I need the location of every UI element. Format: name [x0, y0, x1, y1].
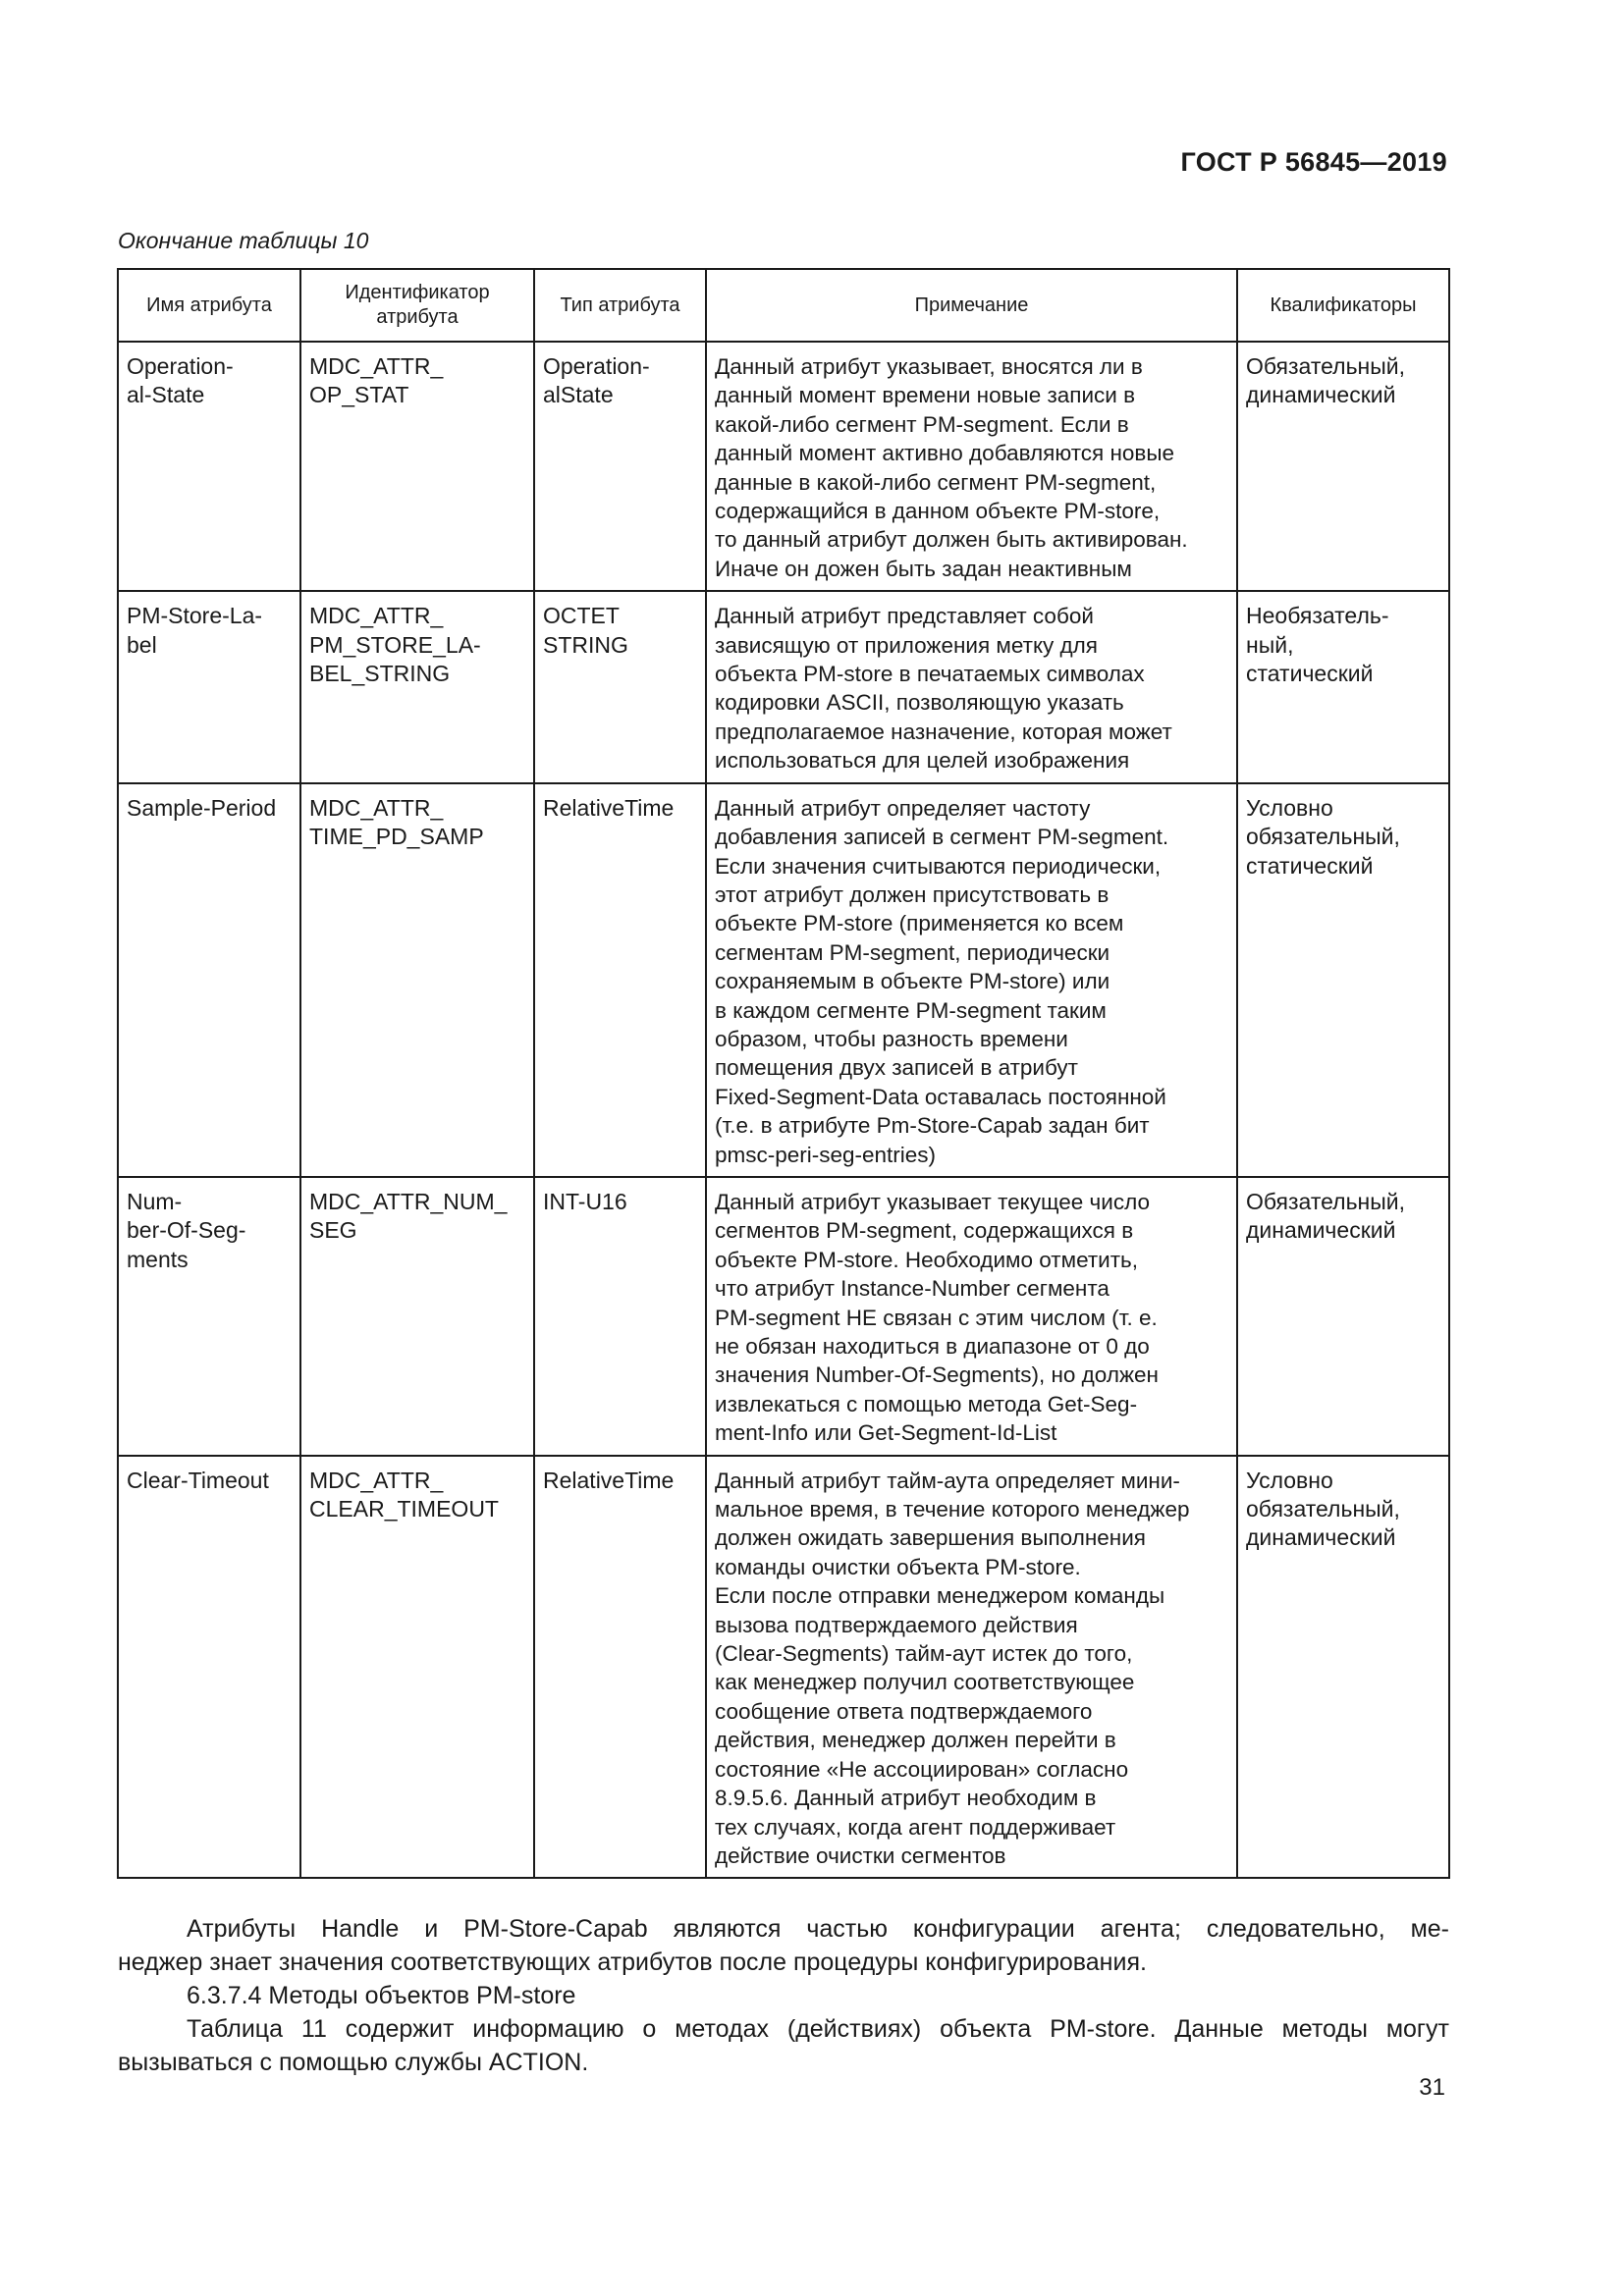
attribute-type: INT-U16	[534, 1177, 706, 1456]
section-heading	[118, 1979, 1449, 2012]
attribute-id: MDC_ATTR_ PM_STORE_LA- BEL_STRING	[300, 591, 534, 782]
attribute-type: OCTET STRING	[534, 591, 706, 782]
table-row	[118, 1456, 1449, 1879]
header-attribute-type: Тип атрибута	[534, 269, 706, 342]
paragraph-line: неджер знает значения соответствующих атрибутов после процедуры конфигурирования.	[118, 1949, 1147, 1976]
section-heading-text: 6.3.7.4 Методы объектов PM-store	[187, 1982, 576, 2009]
table-row	[118, 342, 1449, 591]
attribute-note: Данный атрибут определяет частоту добавления записей в сегмент PM-segment. Если значения считываются периодически, этот атрибут должен присутствовать в объекте PM-store (применяется ко всем сегментам PM-segment, периодически сохраняемым в объекте PM-store) или в каждом сегменте PM-segment таким образом, чтобы разность времени помещения двух записей в атрибут Fixed-Segment-Data оставалась постоянной (т.е. в атрибуте Pm-Store-Capab задан бит pmsc-peri-seg-entries)	[706, 783, 1237, 1177]
document-code: ГОСТ Р 56845—2019	[1180, 147, 1447, 177]
page-number: 31	[1419, 2074, 1445, 2101]
header-note: Примечание	[706, 269, 1237, 342]
attribute-type: RelativeTime	[534, 1456, 706, 1879]
attribute-id: MDC_ATTR_ OP_STAT	[300, 342, 534, 591]
attribute-type: RelativeTime	[534, 783, 706, 1177]
header-attribute-name: Имя атрибута	[118, 269, 300, 342]
attribute-name: PM-Store-La- bel	[118, 591, 300, 782]
attribute-id: MDC_ATTR_NUM_ SEG	[300, 1177, 534, 1456]
paragraph-line: Атрибуты Handle и PM-Store-Capab являются частью конфигурации агента; следовательно, ме-	[187, 1915, 1449, 1943]
paragraph-line: вызываться с помощью службы ACTION.	[118, 2049, 589, 2076]
header-attribute-id: Идентификатор атрибута	[300, 269, 534, 342]
paragraph-table11-intro	[118, 2012, 1449, 2079]
table-row	[118, 1177, 1449, 1456]
attribute-type: Operation- alState	[534, 342, 706, 591]
attribute-id: MDC_ATTR_ TIME_PD_SAMP	[300, 783, 534, 1177]
table-caption: Окончание таблицы 10	[118, 228, 369, 253]
attribute-qualifiers: Условно обязательный, динамический	[1237, 1456, 1449, 1879]
attribute-qualifiers: Условно обязательный, статический	[1237, 783, 1449, 1177]
attribute-qualifiers: Обязательный, динамический	[1237, 1177, 1449, 1456]
attributes-table	[117, 268, 1450, 1879]
header-qualifiers: Квалификаторы	[1237, 269, 1449, 342]
attribute-name: Clear-Timeout	[118, 1456, 300, 1879]
attribute-qualifiers: Обязательный, динамический	[1237, 342, 1449, 591]
table-row	[118, 591, 1449, 782]
attribute-note: Данный атрибут тайм-аута определяет мини- мальное время, в течение которого менеджер должен ожидать завершения выполнения команды очистки объекта PM-store. Если после отправки менеджером команды вызова подтверждаемого действия (Clear-Segments) тайм-аут истек до того, как менеджер получил соответствующее сообщение ответа подтверждаемого действия, менеджер должен перейти в состояние «Не ассоциирован» согласно 8.9.5.6. Данный атрибут необходим в тех случаях, когда агент поддерживает действие очистки сегментов	[706, 1456, 1237, 1879]
paragraph-line: Таблица 11 содержит информацию о методах (действиях) объекта PM-store. Данные методы могут	[187, 2015, 1449, 2043]
attribute-name: Operation- al-State	[118, 342, 300, 591]
attribute-name: Num- ber-Of-Seg- ments	[118, 1177, 300, 1456]
attribute-qualifiers: Необязатель- ный, статический	[1237, 591, 1449, 782]
attribute-note: Данный атрибут указывает текущее число сегментов PM-segment, содержащихся в объекте PM-store. Необходимо отметить, что атрибут Instance-Number сегмента PM-segment НЕ связан с этим числом (т. е. не обязан находиться в диапазоне от 0 до значения Number-Of-Segments), но должен извлекаться с помощью метода Get-Seg- ment-Info или Get-Segment-Id-List	[706, 1177, 1237, 1456]
attribute-note: Данный атрибут указывает, вносятся ли в данный момент времени новые записи в какой-либо сегмент PM-segment. Если в данный момент активно добавляются новые данные в какой-либо сегмент PM-segment, содержащийся в данном объекте PM-store, то данный атрибут должен быть активирован. Иначе он дожен быть задан неактивным	[706, 342, 1237, 591]
paragraph-agent-configuration	[118, 1912, 1449, 1979]
attribute-note: Данный атрибут представляет собой зависящую от приложения метку для объекта PM-store в печатаемых символах кодировки ASCII, позволяющую указать предполагаемое назначение, которая может использоваться для целей изображения	[706, 591, 1237, 782]
table-header-row	[118, 269, 1449, 342]
attribute-name: Sample-Period	[118, 783, 300, 1177]
attribute-id: MDC_ATTR_ CLEAR_TIMEOUT	[300, 1456, 534, 1879]
table-row	[118, 783, 1449, 1177]
